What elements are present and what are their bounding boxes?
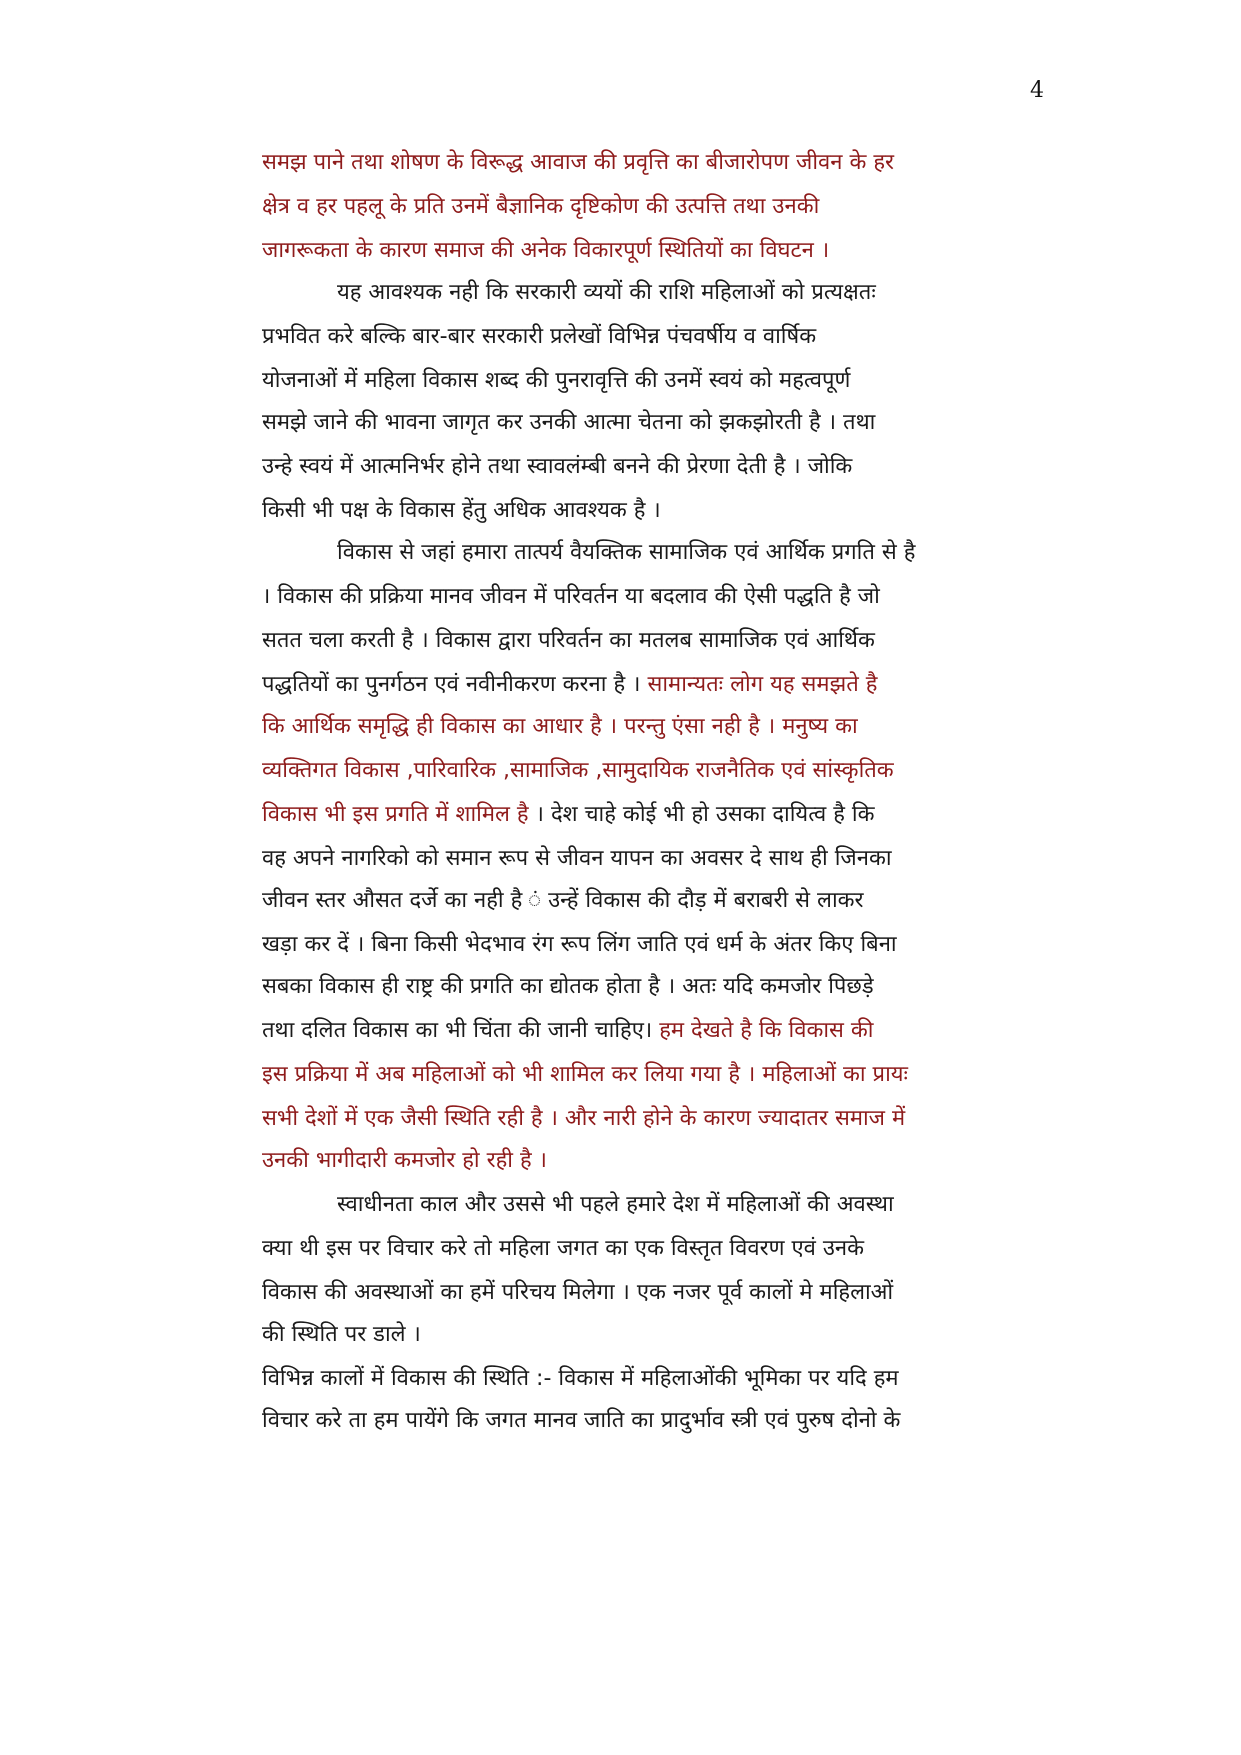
text-segment: इस प्रक्रिया में अब महिलाओं को भी शामिल कर लिया गया है । महिलाओं का प्रायः	[262, 1062, 908, 1087]
text-line	[262, 886, 864, 916]
text-line	[262, 1104, 905, 1134]
text-line	[262, 1234, 864, 1264]
text-segment: विचार करे ता हम पायेंगे कि जगत मानव जाति का प्रादुर्भाव स्त्री एवं पुरुष दोनो के	[262, 1408, 901, 1433]
text-segment: क्या थी इस पर विचार करे तो महिला जगत का एक विस्तृत विवरण एवं उनके	[262, 1236, 865, 1261]
text-line	[262, 192, 819, 222]
text-line	[262, 408, 875, 438]
text-segment: सभी देशों में एक जैसी स्थिति रही है । और नारी होने के कारण ज्यादातर समाज में	[262, 1106, 906, 1131]
text-line	[262, 236, 829, 266]
text-segment: किसी भी पक्ष के विकास हेंतु अधिक आवश्यक है ।	[262, 498, 661, 523]
text-line	[262, 366, 850, 396]
text-segment: स्वाधीनता काल और उससे भी पहले हमारे देश में महिलाओं की अवस्था	[337, 1192, 894, 1217]
text-segment: । विकास की प्रक्रिया मानव जीवन में परिवर्तन या बदलाव की ऐसी पद्धति है जो	[262, 584, 880, 609]
text-segment: खड़ा कर दें । बिना किसी भेदभाव रंग रूप लिंग जाति एवं धर्म के अंतर किए बिना	[262, 932, 897, 957]
text-segment: विकास की अवस्थाओं का हमें परिचय मिलेगा । एक नजर पूर्व कालों मे महिलाओं	[262, 1280, 894, 1305]
text-line	[337, 538, 915, 568]
text-segment: तथा दलित विकास का भी चिंता की जानी चाहिए।	[262, 1018, 660, 1043]
text-segment: जागरूकता के कारण समाज की अनेक विकारपूर्ण स्थितियों का विघटन ।	[262, 238, 830, 263]
text-segment: उनकी भागीदारी कमजोर हो रही है ।	[262, 1148, 547, 1173]
text-segment: हम देखते है कि विकास की	[659, 1018, 874, 1043]
text-line	[337, 278, 876, 308]
text-line	[262, 756, 894, 786]
text-segment: सबका विकास ही राष्ट्र की प्रगति का द्योतक होता है । अतः यदि कमजोर पिछड़े	[262, 974, 874, 999]
text-segment: यह आवश्यक नही कि सरकारी व्ययों की राशि महिलाओं को प्रत्यक्षतः	[337, 280, 876, 305]
text-segment: समझे जाने की भावना जागृत कर उनकी आत्मा चेतना को झकझोरती है । तथा	[262, 410, 876, 435]
text-segment: उन्हे स्वयं में आत्मनिर्भर होने तथा स्वावलंम्बी बनने की प्रेरणा देती है । जोकि	[262, 454, 853, 479]
text-line	[262, 496, 661, 526]
text-segment: वह अपने नागरिको को समान रूप से जीवन यापन का अवसर दे साथ ही जिनका	[262, 846, 892, 871]
text-segment: सामान्यतः लोग यह समझते है	[647, 672, 878, 697]
text-segment: विकास से जहां हमारा तात्पर्य वैयक्तिक सामाजिक एवं आर्थिक प्रगति से है	[337, 540, 916, 565]
text-segment: योजनाओं में महिला विकास शब्द की पुनरावृत्ति की उनमें स्वयं को महत्वपूर्ण	[262, 368, 851, 393]
text-segment: की स्थिति पर डाले ।	[262, 1322, 421, 1347]
text-segment: । देश चाहे कोई भी हो उसका दायित्व है कि	[535, 802, 875, 827]
text-line	[262, 1364, 899, 1394]
text-line	[262, 930, 897, 960]
text-segment: समझ पाने तथा शोषण के विरूद्ध आवाज की प्रवृत्ति का बीजारोपण जीवन के हर	[262, 150, 895, 175]
text-segment: विभिन्न कालों में विकास की स्थिति :- विकास में महिलाओंकी भूमिका पर यदि हम	[262, 1366, 899, 1391]
text-segment: कि आर्थिक समृद्धि ही विकास का आधार है । परन्तु एंसा नही है । मनुष्य का	[262, 714, 858, 739]
text-segment: पद्धतियों का पुनर्गठन एवं नवीनीकरण करना है ।	[262, 672, 648, 697]
text-line	[262, 148, 894, 178]
text-segment: सतत चला करती है । विकास द्वारा परिवर्तन का मतलब सामाजिक एवं आर्थिक	[262, 628, 875, 653]
text-line	[262, 712, 858, 742]
text-segment: विकास भी इस प्रगति में शामिल है	[262, 802, 536, 827]
page-number: 4	[1030, 78, 1044, 103]
text-segment: क्षेत्र व हर पहलू के प्रति उनमें बैज्ञानिक दृष्टिकोण की उत्पत्ति तथा उनकी	[262, 194, 820, 219]
text-line	[262, 322, 816, 352]
text-segment: प्रभवित करे बल्कि बार-बार सरकारी प्रलेखों विभिन्न पंचवर्षीय व वार्षिक	[262, 324, 817, 349]
text-line	[262, 452, 852, 482]
text-line	[262, 1406, 900, 1436]
text-line	[262, 626, 875, 656]
text-line	[262, 1060, 908, 1090]
text-segment: जीवन स्तर औसत दर्जे का नही है ं उन्हें विकास की दौड़ में बराबरी से लाकर	[262, 888, 864, 913]
text-line	[262, 1320, 421, 1350]
text-line	[262, 1146, 547, 1176]
text-line	[262, 1016, 874, 1046]
text-line	[262, 1278, 893, 1308]
text-segment: व्यक्तिगत विकास ,पारिवारिक ,सामाजिक ,सामुदायिक राजनैतिक एवं सांस्कृतिक	[262, 758, 894, 783]
text-line	[262, 800, 875, 830]
text-line	[262, 670, 877, 700]
text-line	[262, 844, 892, 874]
text-line	[337, 1190, 894, 1220]
text-line	[262, 972, 874, 1002]
text-line	[262, 582, 880, 612]
